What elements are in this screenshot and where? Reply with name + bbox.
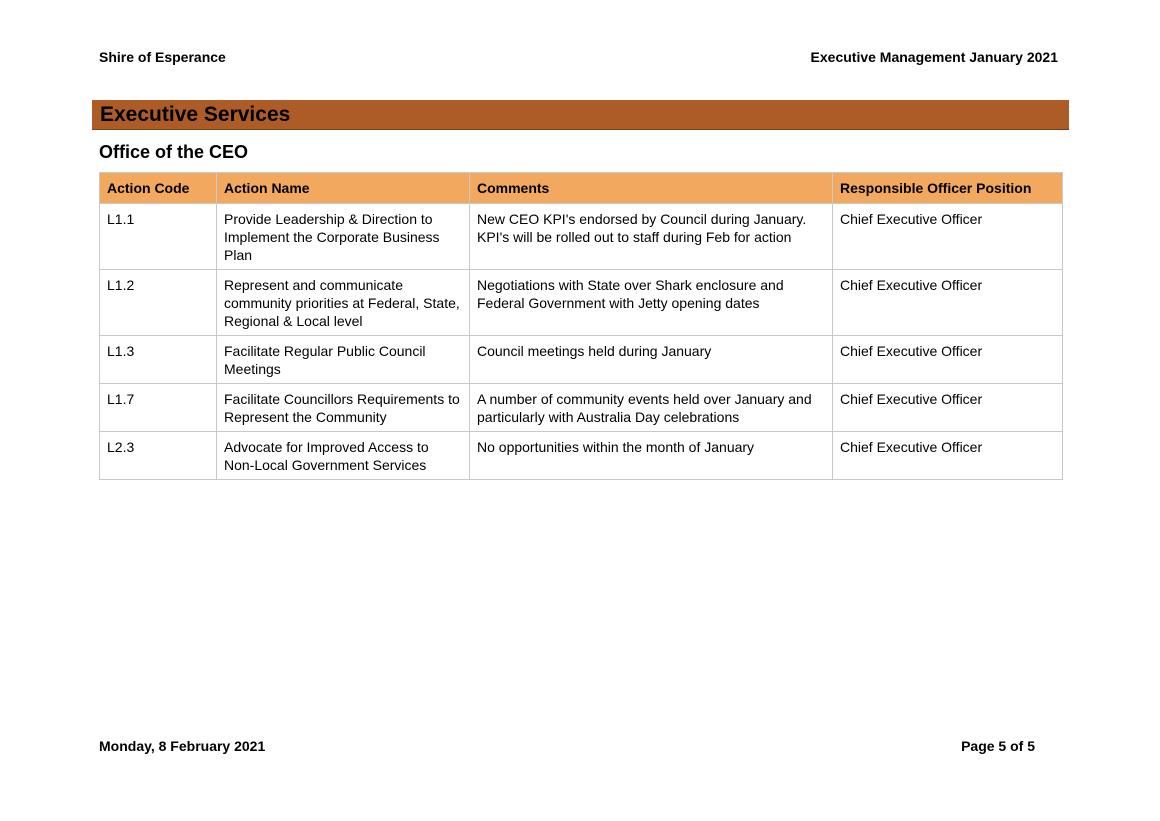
action-code-cell: L1.2 bbox=[100, 270, 217, 336]
header-report-title: Executive Management January 2021 bbox=[810, 49, 1058, 65]
action-code-cell: L1.7 bbox=[100, 384, 217, 432]
actions-table bbox=[99, 172, 1063, 480]
responsible-officer-cell: Chief Executive Officer bbox=[833, 384, 1063, 432]
comments-cell: A number of community events held over January and particularly with Australia Day celebrations bbox=[470, 384, 833, 432]
subsection-title: Office of the CEO bbox=[99, 142, 249, 162]
table-header-row bbox=[100, 173, 1063, 204]
action-name-cell: Represent and communicate community priorities at Federal, State, Regional & Local level bbox=[217, 270, 470, 336]
table-row bbox=[100, 336, 1063, 384]
action-name-cell: Facilitate Regular Public Council Meetings bbox=[217, 336, 470, 384]
responsible-officer-cell: Chief Executive Officer bbox=[833, 270, 1063, 336]
action-code-cell: L1.1 bbox=[100, 204, 217, 270]
table-row bbox=[100, 204, 1063, 270]
header-organisation: Shire of Esperance bbox=[99, 49, 226, 65]
action-code-cell: L1.3 bbox=[100, 336, 217, 384]
action-name-cell: Facilitate Councillors Requirements to Represent the Community bbox=[217, 384, 470, 432]
footer-page-number: Page 5 of 5 bbox=[961, 738, 1035, 754]
column-header-comments: Comments bbox=[470, 173, 833, 204]
table-row bbox=[100, 384, 1063, 432]
responsible-officer-cell: Chief Executive Officer bbox=[833, 432, 1063, 480]
section-banner bbox=[92, 100, 1069, 130]
comments-cell: Negotiations with State over Shark enclosure and Federal Government with Jetty opening dates bbox=[470, 270, 833, 336]
table-row bbox=[100, 270, 1063, 336]
column-header-action-code: Action Code bbox=[100, 173, 217, 204]
comments-cell: No opportunities within the month of January bbox=[470, 432, 833, 480]
footer-date: Monday, 8 February 2021 bbox=[99, 738, 266, 754]
action-name-cell: Provide Leadership & Direction to Implement the Corporate Business Plan bbox=[217, 204, 470, 270]
section-title: Executive Services bbox=[100, 103, 291, 126]
action-name-cell: Advocate for Improved Access to Non-Local Government Services bbox=[217, 432, 470, 480]
column-header-action-name: Action Name bbox=[217, 173, 470, 204]
responsible-officer-cell: Chief Executive Officer bbox=[833, 336, 1063, 384]
column-header-responsible-officer: Responsible Officer Position bbox=[833, 173, 1063, 204]
responsible-officer-cell: Chief Executive Officer bbox=[833, 204, 1063, 270]
comments-cell: New CEO KPI's endorsed by Council during January. KPI's will be rolled out to staff during Feb for action bbox=[470, 204, 833, 270]
comments-cell: Council meetings held during January bbox=[470, 336, 833, 384]
table-row bbox=[100, 432, 1063, 480]
action-code-cell: L2.3 bbox=[100, 432, 217, 480]
